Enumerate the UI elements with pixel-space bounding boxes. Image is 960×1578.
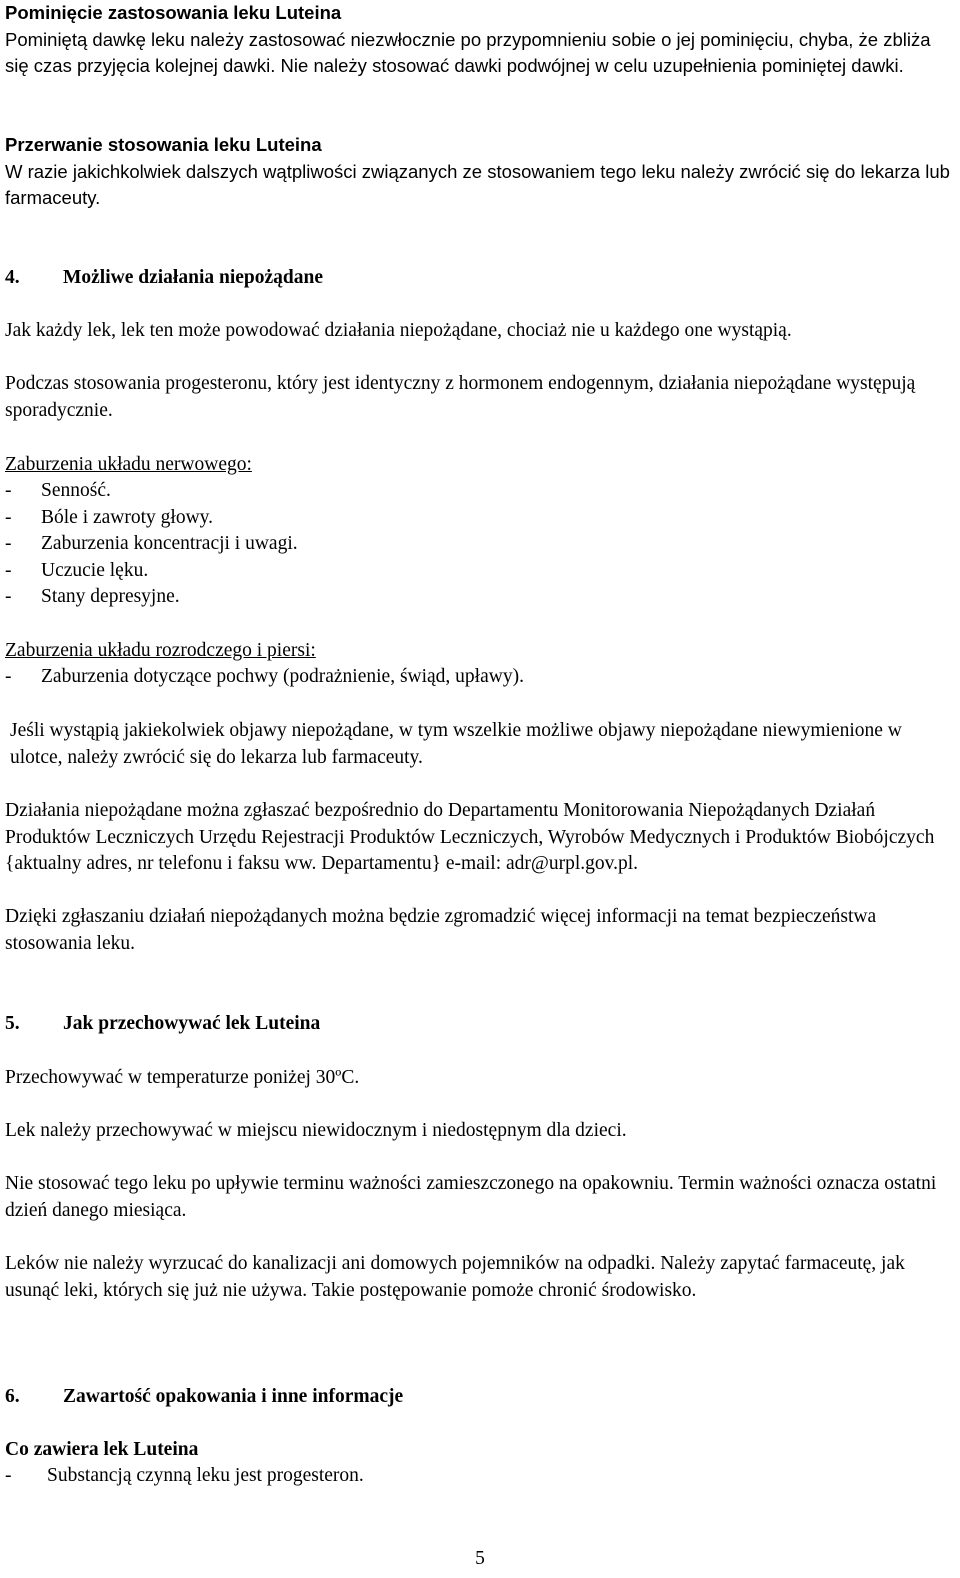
section-5-heading — [5, 1011, 955, 1038]
reporting-contact-info: Działania niepożądane można zgłaszać bezpośrednio do Departamentu Monitorowania Niepożądanych Działań Produktów Leczniczych Urzędu Rejestracji Produktów Leczniczych, Wyrobów Medycznych i Produktów Biobójczych {aktualny adres, nr telefonu i faksu ww. Departamentu} e-mail: adr@urpl.gov.pl. — [5, 800, 935, 874]
contents-list — [5, 1463, 955, 1490]
section-4-title: Możliwe działania niepożądane — [63, 267, 323, 288]
page-number: 5 — [475, 1548, 485, 1569]
report-side-effects-note: Jeśli wystąpią jakiekolwiek objawy niepożądane, w tym wszelkie możliwe objawy niepożądane niewymienione w ulotce, należy zwrócić się do lekarza lub farmaceuty. — [10, 720, 902, 768]
section-6-title: Zawartość opakowania i inne informacje — [63, 1386, 404, 1407]
section-5-number: 5. — [5, 1013, 20, 1034]
nervous-system-list — [5, 478, 955, 611]
section-5-title: Jak przechowywać lek Luteina — [63, 1013, 321, 1034]
expiry-note: Nie stosować tego leku po upływie terminu ważności zamieszczonego na opakowniu. Termin ważności oznacza ostatni dzień danego miesiąca. — [5, 1173, 937, 1221]
section-4-number: 4. — [5, 267, 20, 288]
nervous-system-heading: Zaburzenia układu nerwowego: — [5, 454, 252, 475]
stop-treatment-heading: Przerwanie stosowania leku Luteina — [5, 134, 322, 155]
list-item: - Zaburzenia koncentracji i uwagi. — [5, 533, 298, 554]
list-item: - Uczucie lęku. — [5, 559, 149, 581]
missed-dose-text: Pominiętą dawkę leku należy zastosować niezwłocznie po przypomnieniu sobie o jej pominięciu, chyba, że zbliża się czas przyjęcia kolejnej dawki. Nie należy stosować dawki podwójnej w celu uzupełnienia pominiętej dawki. — [5, 28, 931, 76]
storage-temperature: Przechowywać w temperaturze poniżej 30ºC. — [5, 1067, 360, 1088]
reproductive-system-list — [5, 664, 955, 691]
list-item: - Bóle i zawroty głowy. — [5, 506, 214, 528]
section-6-heading — [5, 1384, 955, 1411]
missed-dose-section — [5, 0, 955, 80]
section-4-heading — [5, 265, 955, 292]
contents-subheading: Co zawiera lek Luteina — [5, 1439, 199, 1460]
list-item: - Stany depresyjne. — [5, 586, 180, 607]
storage-children: Lek należy przechowywać w miejscu niewidocznym i niedostępnym dla dzieci. — [5, 1120, 627, 1141]
disposal-note: Leków nie należy wyrzucać do kanalizacji ani domowych pojemników na odpadki. Należy zapytać farmaceutę, jak usunąć leki, których się już nie używa. Takie postępowanie pomoże chronić środowisko. — [5, 1253, 905, 1301]
stop-treatment-text: W razie jakichkolwiek dalszych wątpliwości związanych ze stosowaniem tego leku należy zwrócić się do lekarza lub farmaceuty. — [5, 160, 950, 208]
list-item: - Zaburzenia dotyczące pochwy (podrażnienie, świąd, upławy). — [5, 666, 524, 687]
list-item: - Senność. — [5, 480, 111, 501]
list-item: - Substancją czynną leku jest progesteron. — [5, 1465, 364, 1486]
progesterone-note: Podczas stosowania progesteronu, który jest identyczny z hormonem endogennym, działania niepożądane występują sporadycznie. — [5, 373, 916, 421]
side-effects-intro: Jak każdy lek, lek ten może powodować działania niepożądane, chociaż nie u każdego one wystąpią. — [5, 320, 792, 341]
section-6-number: 6. — [5, 1386, 20, 1407]
reporting-benefit-note: Dzięki zgłaszaniu działań niepożądanych można będzie zgromadzić więcej informacji na temat bezpieczeństwa stosowania leku. — [5, 906, 877, 954]
missed-dose-heading: Pominięcie zastosowania leku Luteina — [5, 2, 342, 23]
reproductive-system-heading: Zaburzenia układu rozrodczego i piersi: — [5, 640, 316, 661]
stop-treatment-section — [5, 132, 955, 212]
